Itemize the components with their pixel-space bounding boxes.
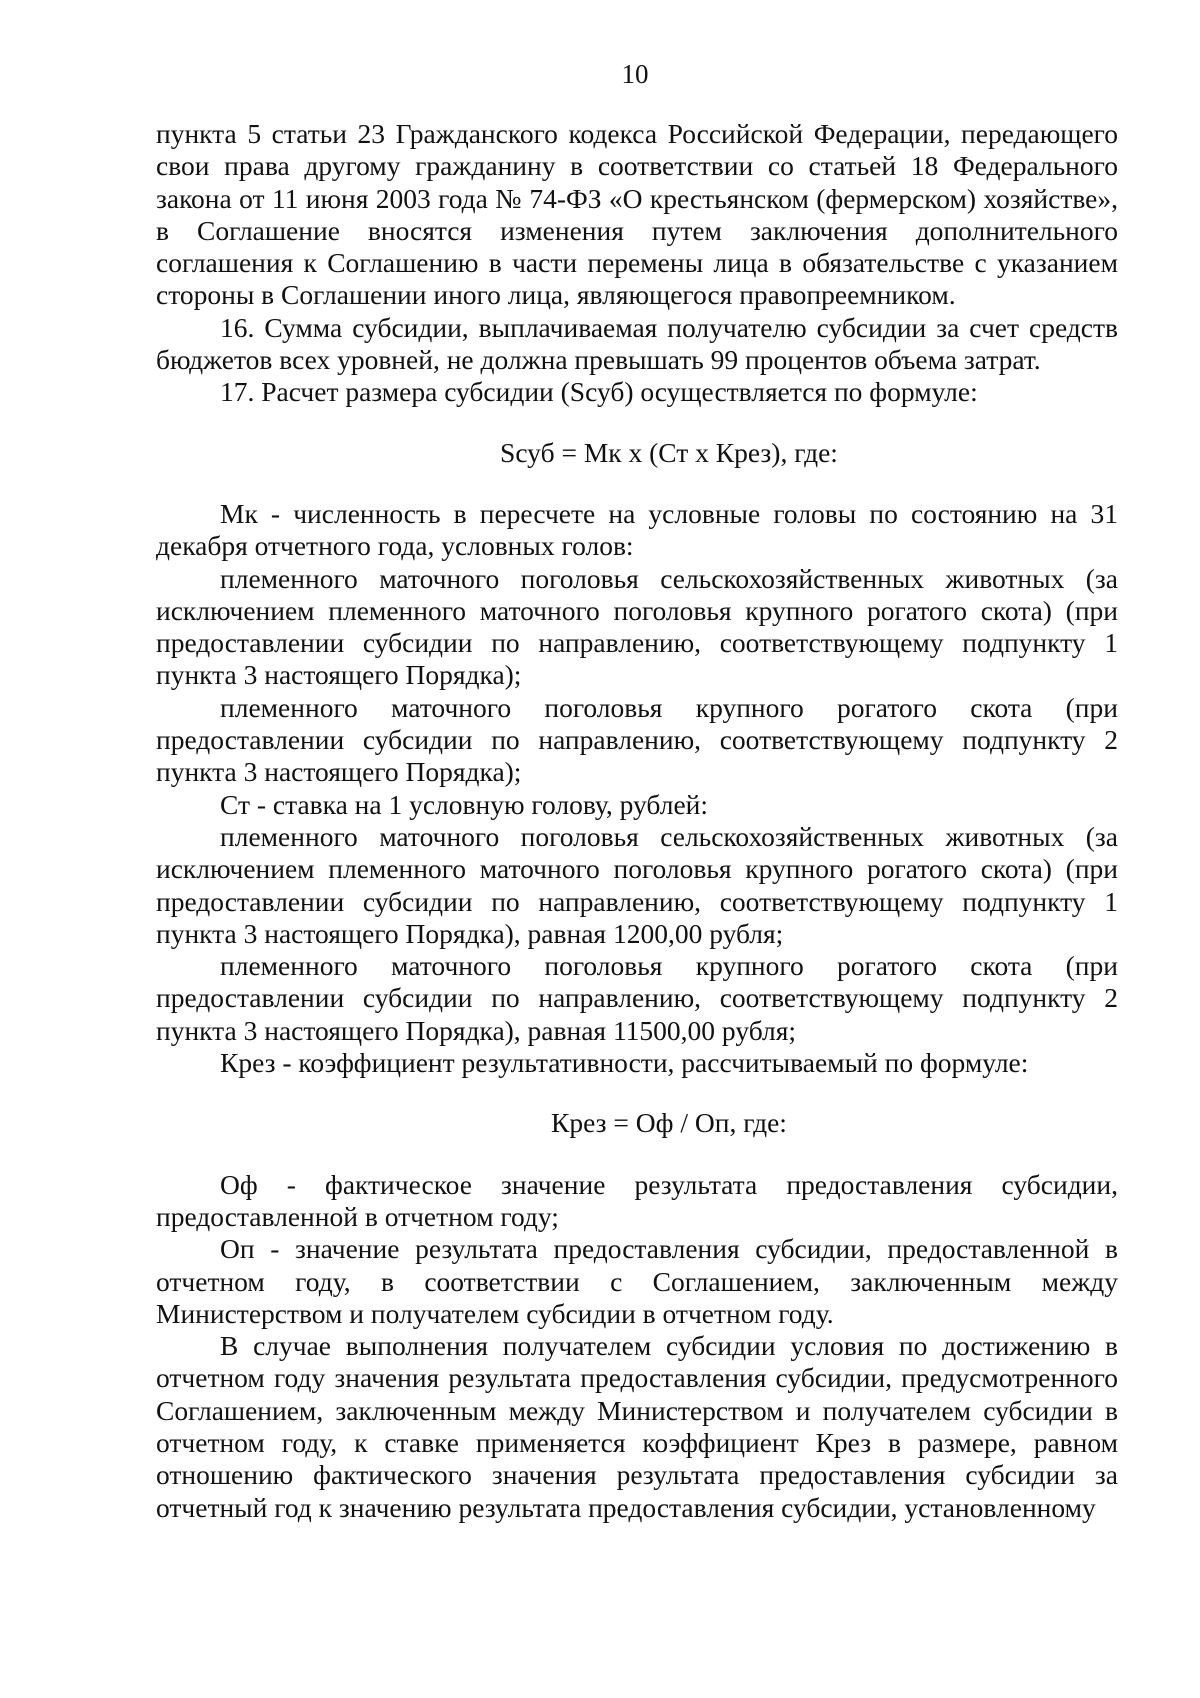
formula-krez: Крез = Оф / Оп, где:	[551, 1107, 787, 1139]
mk-item-cattle: племенного маточного поголовья крупного рогатого скота (при предоставлении субсидии по направлению, соответствующему подпункту 2 пункта 3 настоящего Порядка);	[156, 691, 1118, 788]
document-body	[156, 118, 1118, 1524]
st-item-livestock: племенного маточного поголовья сельскохозяйственных животных (за исключением племенного маточного поголовья крупного рогатого скота) (при предоставлении субсидии по направлению, соответствующему подпункту 1 пункта 3 настоящего Порядка), равная 1200,00 рубля;	[156, 820, 1118, 949]
page-number: 10	[621, 59, 649, 89]
paragraph-17: 17. Расчет размера субсидии (Sсуб) осуществляется по формуле:	[220, 376, 978, 408]
definition-krez: Крез - коэффициент результативности, рассчитываемый по формуле:	[220, 1047, 1029, 1079]
definition-op: Оп - значение результата предоставления субсидии, предоставленной в отчетном году, в соответствии с Соглашением, заключенным между Министерством и получателем субсидии в отчетном году.	[156, 1233, 1118, 1329]
paragraph-continuation: пункта 5 статьи 23 Гражданского кодекса Российской Федерации, передающего свои права другому гражданину в соответствии со статьей 18 Федерального закона от 11 июня 2003 года № 74-ФЗ «О крестьянском (фермерском) хозяйстве», в Соглашение вносятся изменения путем заключения дополнительного соглашения к Соглашению в части перемены лица в обязательстве с указанием стороны в Соглашении иного лица, являющегося правопреемником.	[156, 118, 1118, 311]
definition-mk: Мк - численность в пересчете на условные головы по состоянию на 31 декабря отчетного года, условных голов:	[156, 497, 1118, 562]
definition-st: Ст - ставка на 1 условную голову, рублей:	[220, 788, 709, 820]
paragraph-krez-application: В случае выполнения получателем субсидии условия по достижению в отчетном году значения результата предоставления субсидии, предусмотренного Соглашением, заключенным между Министерством и получателем субсидии в отчетном году, к ставке применяется коэффициент Крез в размере, равном отношению фактического значения результата предоставления субсидии за отчетный год к значению результата предоставления субсидии, установленному	[156, 1330, 1118, 1523]
mk-item-livestock: племенного маточного поголовья сельскохозяйственных животных (за исключением племенного маточного поголовья крупного рогатого скота) (при предоставлении субсидии по направлению, соответствующему подпункту 1 пункта 3 настоящего Порядка);	[156, 562, 1118, 691]
formula-subsidy: Sсуб = Мк х (Ст х Крез), где:	[500, 436, 838, 468]
st-item-cattle: племенного маточного поголовья крупного рогатого скота (при предоставлении субсидии по направлению, соответствующему подпункту 2 пункта 3 настоящего Порядка), равная 11500,00 рубля;	[156, 950, 1118, 1046]
definition-of: Оф - фактическое значение результата предоставления субсидии, предоставленной в отчетном году;	[156, 1168, 1118, 1232]
paragraph-16: 16. Сумма субсидии, выплачиваемая получателю субсидии за счет средств бюджетов всех уровней, не должна превышать 99 процентов объема затрат.	[156, 311, 1118, 376]
